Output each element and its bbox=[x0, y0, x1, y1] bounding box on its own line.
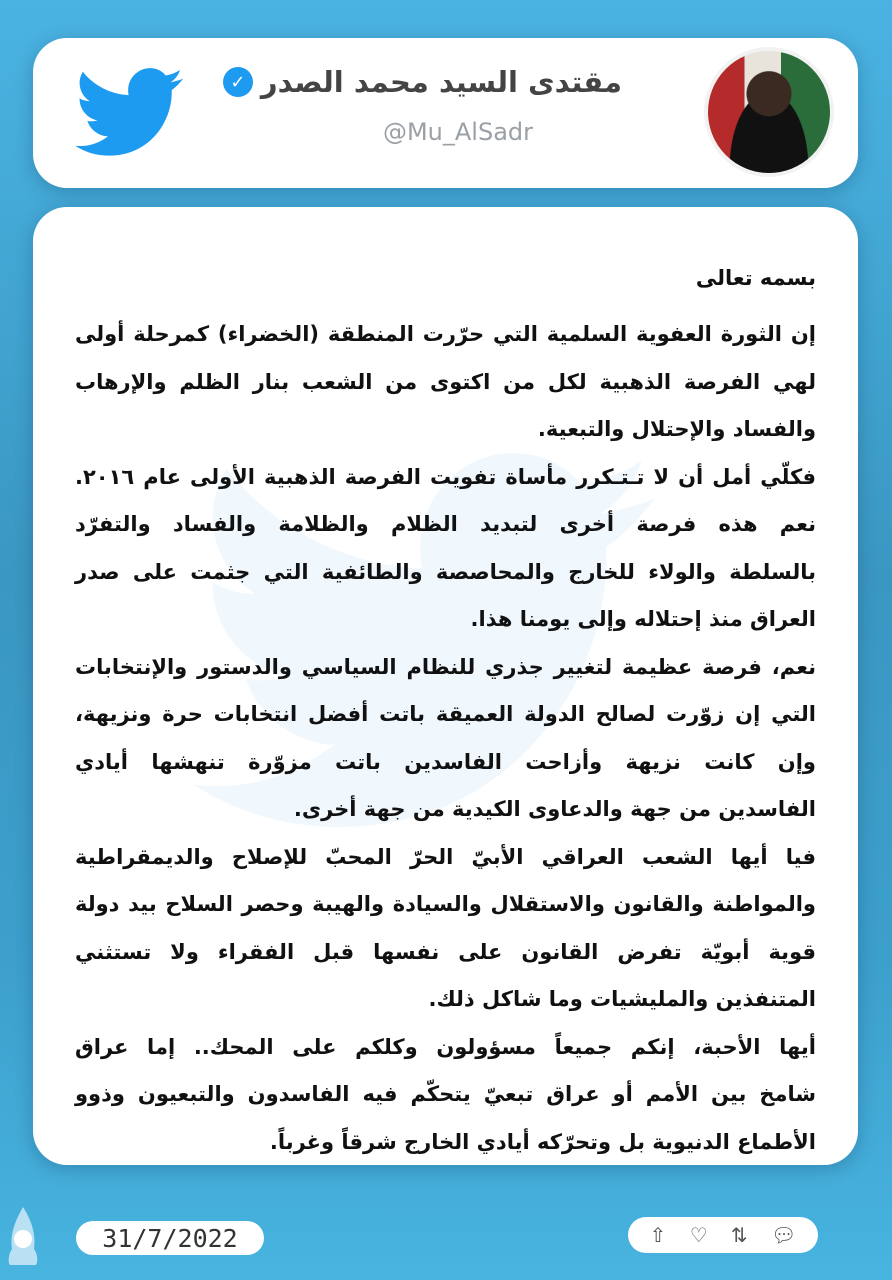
tweet-line: فيا أيها الشعب العراقي الأبيّ الحرّ المحبّ للإصلاح والديمقراطية bbox=[75, 844, 816, 869]
avatar[interactable] bbox=[704, 47, 834, 177]
twitter-bird-icon bbox=[75, 66, 185, 161]
tweet-line: الأطماع الدنيوية بل وتحرّكه أيادي الخارج شرقاً وغرباً. bbox=[269, 1129, 816, 1154]
tweet-line: التي إن زوّرت لصالح الدولة العميقة باتت أفضل انتخابات حرة ونزيهة، bbox=[75, 702, 816, 726]
tweet-line: العراق منذ إحتلاله وإلى يومنا هذا. bbox=[470, 607, 816, 631]
tweet-text bbox=[75, 255, 816, 1165]
tweet-line: شامخ بين الأمم أو عراق تبعيّ يتحكّم فيه الفاسدون والتبعيون وذوو bbox=[75, 1082, 816, 1106]
outlet-flame-logo-icon bbox=[6, 1205, 40, 1267]
share-icon[interactable]: ⇧ bbox=[649, 1223, 667, 1247]
tweet-date: 31/7/2022 bbox=[76, 1221, 264, 1255]
tweet-line: بالسلطة والولاء للخارج والمحاصصة والطائفية التي جثمت على صدر bbox=[75, 559, 816, 584]
tweet-body bbox=[33, 207, 858, 1165]
tweet-actions bbox=[628, 1217, 818, 1253]
tweet-title: بسمه تعالى bbox=[695, 266, 816, 290]
tweet-line: إن الثورة العفوية السلمية التي حرّرت المنطقة (الخضراء) كمرحلة أولى bbox=[75, 322, 816, 346]
retweet-icon[interactable]: ⇅ bbox=[730, 1223, 748, 1247]
like-icon[interactable]: ♡ bbox=[689, 1223, 708, 1247]
tweet-line: أيها الأحبة، إنكم جميعاً مسؤولون وكلكم على المحك.. إما عراق bbox=[75, 1034, 816, 1059]
tweet-line: نعم هذه فرصة أخرى لتبديد الظلام والظلامة والفساد والتفرّد bbox=[75, 512, 816, 536]
reply-icon[interactable]: 💬︎ bbox=[770, 1223, 797, 1247]
tweet-line: نعم، فرصة عظيمة لتغيير جذري للنظام السياسي والدستور والإنتخابات bbox=[75, 654, 816, 679]
tweet-line: وإن كانت نزيهة وأزاحت الفاسدين باتت مزوّرة تنهشها أيادي bbox=[75, 749, 816, 774]
profile-header bbox=[33, 38, 858, 188]
verified-check-icon: ✓ bbox=[223, 67, 253, 97]
tweet-line: لهي الفرصة الذهبية لكل من اكتوى من الشعب بنار الظلم والإرهاب bbox=[75, 369, 816, 394]
user-handle: @Mu_AlSadr bbox=[382, 118, 533, 146]
tweet-line: والفساد والإحتلال والتبعية. bbox=[537, 417, 816, 441]
tweet-line: فكلّي أمل أن لا تـتـكرر مأساة تفويت الفرصة الذهبية الأولى عام ٢٠١٦. bbox=[75, 464, 816, 489]
tweet-line: قوية أبويّة تفرض القانون على نفسها قبل الفقراء ولا تستثني bbox=[75, 939, 816, 964]
display-name-text: مقتدى السيد محمد الصدر bbox=[260, 65, 622, 99]
tweet-line: المتنفذين والمليشيات وما شاكل ذلك. bbox=[428, 987, 816, 1011]
tweet-line: والمواطنة والقانون والاستقلال والسيادة والهيبة وحصر السلاح بيد دولة bbox=[75, 892, 816, 916]
display-name bbox=[223, 65, 622, 99]
tweet-line: الفاسدين من جهة والدعاوى الكيدية من جهة أخرى. bbox=[293, 797, 816, 821]
